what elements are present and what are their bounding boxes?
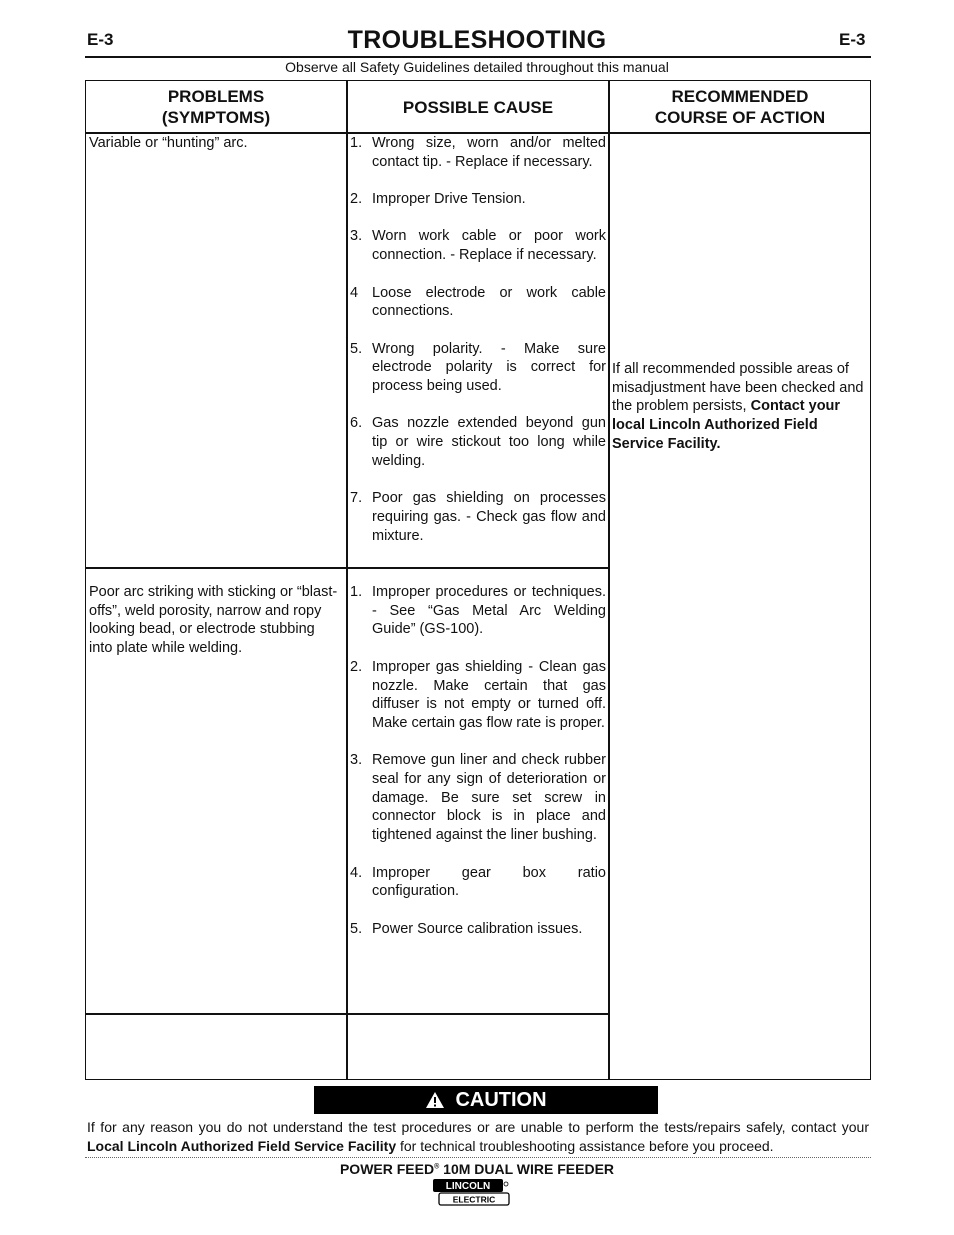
cause-number: 5. [350,340,363,357]
cause-number: 3. [350,228,363,245]
caution-text: If for any reason you do not understand the test procedures or are unable to perform the tests/repairs safely, contact your Local Lincoln Authorized Field Service Facility for technical troubleshooting assistance before you proceed. [87,1119,869,1154]
caution-label: CAUTION [455,1088,547,1111]
cause-item [350,134,606,171]
cause-item [350,751,606,845]
column-divider [608,81,610,1079]
cause-text: Power Source calibration issues. [372,920,583,937]
cause-text: Gas nozzle extended beyond gun tip or wire stickout too long while welding. [372,415,606,469]
cause-number: 2. [350,658,363,675]
cause-text: Wrong size, worn and/or melted contact tip. - Replace if necessary. [372,135,606,170]
cause-number: 2. [350,191,363,208]
cause-text: Poor gas shielding on processes requiring gas. - Check gas flow and mixture. [372,490,606,544]
cause-number: 1. [350,584,363,600]
problem-cell: Variable or “hunting” arc. [89,135,248,151]
cause-number: 4. [350,864,363,881]
cause-text: Improper gear box ratio configuration. [372,864,606,900]
cause-number: 5. [350,920,363,937]
row-divider [86,1013,610,1015]
cause-cell [350,583,606,957]
cause-text: Wrong polarity. - Make sure electrode polarity is correct for process being used. [372,340,606,395]
cause-item [350,340,606,396]
cause-number: 3. [350,752,363,769]
cause-text: Improper procedures or techniques. - See “Gas Metal Arc Welding Guide” (GS-100). [372,584,606,638]
cause-item [350,489,606,545]
action-contact-text: Contact your local Lincoln Authorized Field Service Facility. [612,398,841,452]
product-name: POWER FEED® 10M DUAL WIRE FEEDER [339,1161,615,1177]
cause-item [350,658,606,733]
header-rule [85,56,871,58]
page-number-right: E-3 [839,30,866,49]
cause-cell [350,134,606,564]
cause-number: 1. [350,135,363,151]
svg-text:ELECTRIC: ELECTRIC [452,1194,496,1205]
cause-number: 6. [350,415,363,432]
cause-text: Improper Drive Tension. [372,191,526,208]
cause-item [350,583,606,639]
problem-cell: Poor arc striking with sticking or “blast-offs”, weld porosity, narrow and ropy looking bead, or electrode stubbing into plate while welding. [89,584,338,657]
cause-item [350,284,606,321]
cause-text: Worn work cable or poor work connection. - Replace if necessary. [372,228,606,264]
cause-item [350,227,606,264]
cause-text: Improper gas shielding - Clean gas nozzle. Make certain that gas diffuser is not empty or turned off. Make certain gas flow rate is proper. [372,658,606,731]
row-divider [86,567,610,569]
header-possible-cause: POSSIBLE CAUSE [402,97,554,117]
cause-item [350,864,606,901]
page-title: TROUBLESHOOTING [347,26,607,54]
troubleshooting-table [85,80,871,1080]
caution-bold-text: Local Lincoln Authorized Field Service Facility [87,1138,397,1154]
cause-text: Loose electrode or work cable connections. [372,284,606,320]
svg-text:LINCOLN: LINCOLN [445,1181,491,1192]
cause-item [350,920,606,939]
header-problems: PROBLEMS (SYMPTOMS) [161,87,271,127]
header-recommended-action: RECOMMENDED COURSE OF ACTION [654,87,826,127]
cause-number: 7. [350,490,363,507]
recommended-action-cell [612,360,869,454]
caution-banner [314,1086,658,1114]
safety-note: Observe all Safety Guidelines detailed throughout this manual [285,59,669,75]
cause-number: 4 [350,284,359,301]
column-divider [346,81,348,1079]
cause-text: Remove gun liner and check rubber seal for any sign of deterioration or damage. Be sure set screw in connector block is in place and tightened against the liner bushing. [372,752,606,844]
cause-item [350,414,606,470]
footer-rule [85,1157,871,1158]
page-number-left: E-3 [87,30,114,49]
action-text: If all recommended possible areas of misadjustment have been checked and the problem persists, [612,361,864,415]
cause-item [350,190,606,209]
warning-icon [425,1091,445,1109]
lincoln-electric-logo [432,1178,510,1206]
